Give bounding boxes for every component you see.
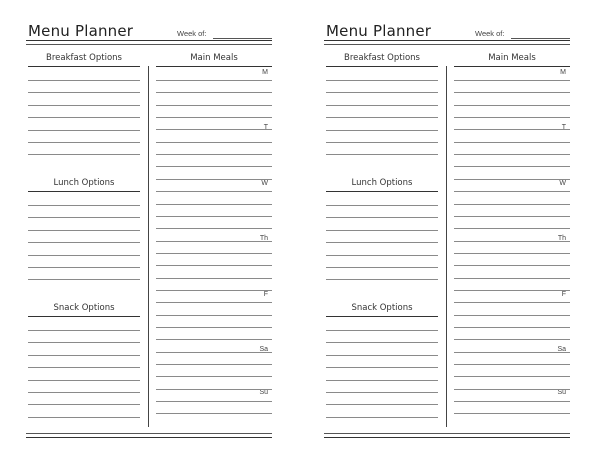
writing-line[interactable] [28,92,140,93]
day-label: W [261,180,268,187]
breakfast-heading-underline [28,66,140,67]
meal-line[interactable] [454,80,570,81]
meal-line[interactable] [454,105,570,106]
meal-line[interactable] [156,265,272,266]
lunch-heading-underline [326,191,438,192]
writing-line[interactable] [28,217,140,218]
meal-line[interactable] [156,413,272,414]
meal-line[interactable] [156,216,272,217]
writing-line[interactable] [326,342,438,343]
meal-line[interactable] [156,364,272,365]
meal-line[interactable] [454,241,570,242]
meal-line[interactable] [156,80,272,81]
meal-line[interactable] [156,339,272,340]
writing-line[interactable] [28,242,140,243]
snack-heading: Snack Options [53,303,115,313]
writing-line[interactable] [28,117,140,118]
lunch-heading: Lunch Options [351,178,413,188]
writing-line[interactable] [28,80,140,81]
meal-line[interactable] [156,92,272,93]
snack-heading-underline [326,316,438,317]
snack-heading: Snack Options [351,303,413,313]
meal-line[interactable] [454,154,570,155]
writing-line[interactable] [326,142,438,143]
meal-line[interactable] [454,278,570,279]
writing-line[interactable] [28,342,140,343]
meal-line[interactable] [156,166,272,167]
writing-line[interactable] [326,392,438,393]
breakfast-heading: Breakfast Options [344,53,420,63]
writing-line[interactable] [326,417,438,418]
writing-line[interactable] [28,392,140,393]
header-divider [324,40,570,41]
meal-line[interactable] [156,117,272,118]
meal-line[interactable] [454,179,570,180]
meal-line[interactable] [454,228,570,229]
column-divider [446,66,447,427]
meal-line[interactable] [156,302,272,303]
meal-line[interactable] [454,401,570,402]
meal-line[interactable] [454,191,570,192]
meal-line[interactable] [156,290,272,291]
meal-line[interactable] [454,290,570,291]
writing-line[interactable] [28,230,140,231]
planner-title: Menu Planner [326,22,432,40]
meal-line[interactable] [454,315,570,316]
meal-line[interactable] [454,389,570,390]
day-label: Su [259,389,268,396]
week-of-label: Week of: [475,29,505,38]
writing-line[interactable] [326,242,438,243]
footer-divider-thin [324,433,570,434]
main-meals-underline [454,66,570,67]
writing-line[interactable] [326,230,438,231]
writing-line[interactable] [326,267,438,268]
day-label: F [263,291,268,298]
writing-line[interactable] [326,105,438,106]
meal-line[interactable] [156,389,272,390]
meal-line[interactable] [454,339,570,340]
breakfast-heading-underline [326,66,438,67]
footer-divider-thin [26,433,272,434]
day-label: T [561,124,566,131]
writing-line[interactable] [28,154,140,155]
meal-line[interactable] [454,352,570,353]
lunch-heading-underline [28,191,140,192]
lunch-heading: Lunch Options [53,178,115,188]
header-divider [26,40,272,41]
writing-line[interactable] [28,355,140,356]
day-label: T [263,124,268,131]
meal-line[interactable] [454,216,570,217]
writing-line[interactable] [28,255,140,256]
meal-line[interactable] [156,228,272,229]
writing-line[interactable] [326,279,438,280]
meal-line[interactable] [454,117,570,118]
menu-planner-right [318,0,572,463]
writing-line[interactable] [326,367,438,368]
writing-line[interactable] [326,205,438,206]
meal-line[interactable] [156,179,272,180]
writing-line[interactable] [326,217,438,218]
writing-line[interactable] [28,380,140,381]
writing-line[interactable] [28,330,140,331]
day-label: Su [557,389,566,396]
meal-line[interactable] [156,278,272,279]
day-label: Sa [557,346,566,353]
writing-line[interactable] [28,417,140,418]
meal-line[interactable] [454,129,570,130]
writing-line[interactable] [28,404,140,405]
day-label: Th [557,235,566,242]
meal-line[interactable] [156,241,272,242]
header-divider-thin [324,44,570,45]
meal-line[interactable] [454,92,570,93]
meal-line[interactable] [454,327,570,328]
day-label: Th [259,235,268,242]
writing-line[interactable] [326,117,438,118]
footer-divider [26,437,272,438]
writing-line[interactable] [28,130,140,131]
week-of-label: Week of: [177,29,207,38]
day-label: M [560,69,566,76]
writing-line[interactable] [326,404,438,405]
week-of-field[interactable] [511,38,570,39]
writing-line[interactable] [326,380,438,381]
writing-line[interactable] [28,267,140,268]
writing-line[interactable] [28,367,140,368]
writing-line[interactable] [326,154,438,155]
meal-line[interactable] [156,315,272,316]
writing-line[interactable] [28,279,140,280]
main-meals-underline [156,66,272,67]
footer-divider [324,437,570,438]
day-label: W [559,180,566,187]
planner-title: Menu Planner [28,22,134,40]
main-meals-heading: Main Meals [488,53,536,63]
meal-line[interactable] [156,327,272,328]
meal-line[interactable] [454,302,570,303]
meal-line[interactable] [454,253,570,254]
day-label: F [561,291,566,298]
writing-line[interactable] [326,80,438,81]
main-meals-heading: Main Meals [190,53,238,63]
menu-planner-left [20,0,274,463]
writing-line[interactable] [326,255,438,256]
meal-line[interactable] [454,166,570,167]
writing-line[interactable] [326,355,438,356]
writing-line[interactable] [28,142,140,143]
meal-line[interactable] [156,401,272,402]
meal-line[interactable] [454,204,570,205]
day-label: Sa [259,346,268,353]
meal-line[interactable] [454,142,570,143]
meal-line[interactable] [156,129,272,130]
header-divider-thin [26,44,272,45]
writing-line[interactable] [28,105,140,106]
column-divider [148,66,149,427]
writing-line[interactable] [326,330,438,331]
meal-line[interactable] [156,204,272,205]
week-of-field[interactable] [213,38,272,39]
writing-line[interactable] [28,205,140,206]
meal-line[interactable] [156,191,272,192]
meal-line[interactable] [454,376,570,377]
day-label: M [262,69,268,76]
meal-line[interactable] [454,265,570,266]
meal-line[interactable] [454,413,570,414]
meal-line[interactable] [156,154,272,155]
snack-heading-underline [28,316,140,317]
breakfast-heading: Breakfast Options [46,53,122,63]
meal-line[interactable] [156,142,272,143]
meal-line[interactable] [156,352,272,353]
meal-line[interactable] [156,105,272,106]
meal-line[interactable] [156,376,272,377]
meal-line[interactable] [454,364,570,365]
writing-line[interactable] [326,92,438,93]
meal-line[interactable] [156,253,272,254]
writing-line[interactable] [326,130,438,131]
